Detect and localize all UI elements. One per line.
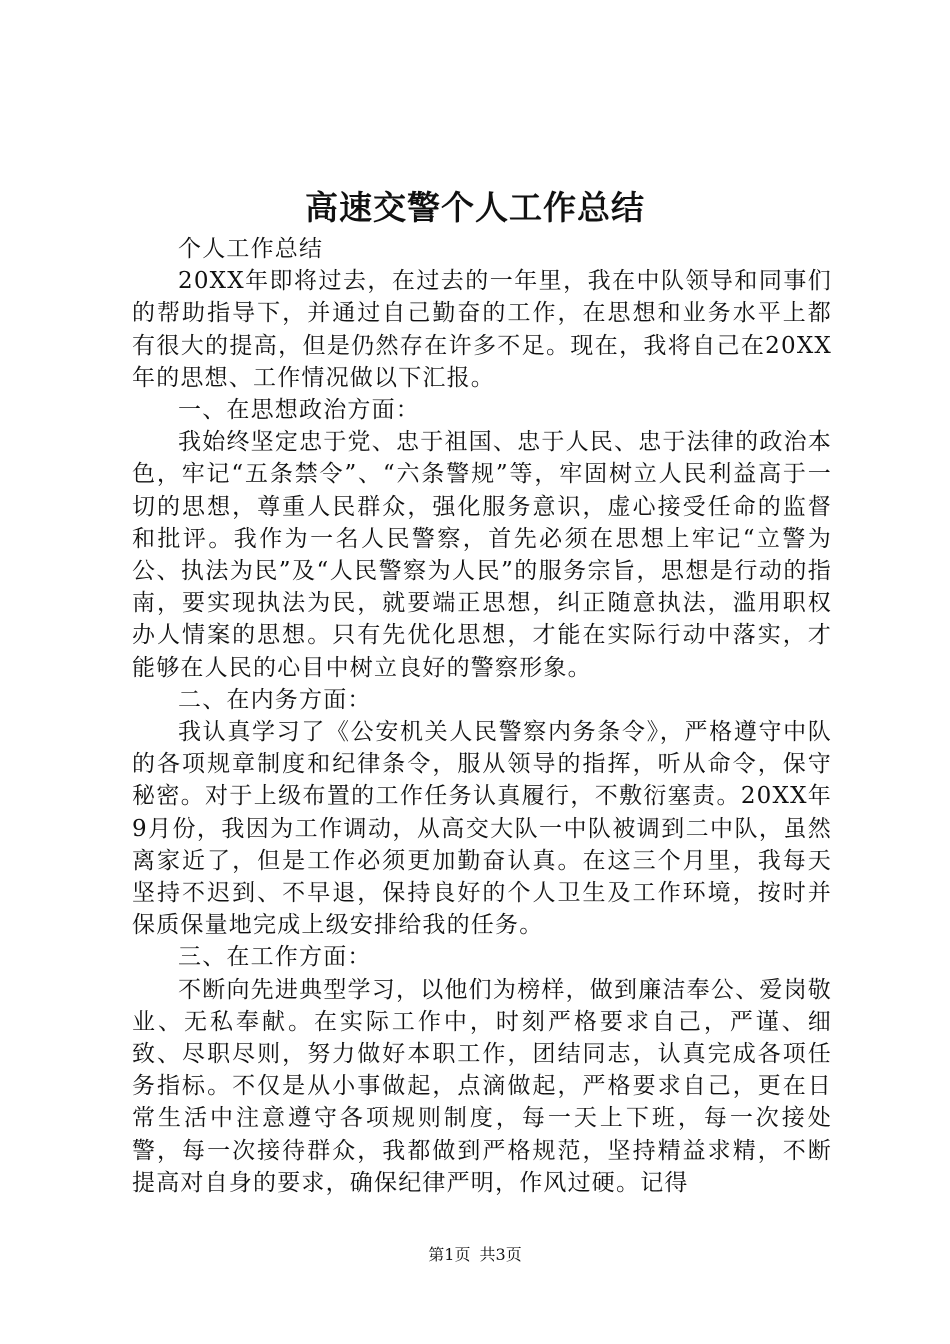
section-heading-work: 三、在工作方面： <box>178 944 372 971</box>
section-heading-internal-affairs: 二、在内务方面： <box>178 686 372 713</box>
page-footer <box>0 1243 950 1267</box>
document-title: 高速交警个人工作总结 <box>305 188 645 227</box>
page-number: 第1页 <box>428 1245 471 1264</box>
internal-affairs-paragraph: 我认真学习了《公安机关人民警察内务条令》，严格遵守中队的各项规章制度和纪律条令，服从领导的指挥，听从命令，保守秘密。对于上级布置的工作任务认真履行，不敷衍塞责。20XX年9月份，我因为工作调动，从高交大队一中队被调到二中队，虽然离家近了，但是工作必须更加勤奋认真。在这三个月里，我每天坚持不迟到、不早退，保持良好的个人卫生及工作环境，按时并保质保量地完成上级安排给我的任务。 <box>132 719 832 939</box>
section-heading-political: 一、在思想政治方面： <box>178 397 420 424</box>
work-paragraph: 不断向先进典型学习，以他们为榜样，做到廉洁奉公、爱岗敬业、无私奉献。在实际工作中，时刻严格要求自己，严谨、细致、尽职尽则，努力做好本职工作，团结同志，认真完成各项任务指标。不仅是从小事做起，点滴做起，严格要求自己，更在日常生活中注意遵守各项规则制度，每一天上下班，每一次接处警，每一次接待群众，我都做到严格规范，坚持精益求精，不断提高对自身的要求，确保纪律严明，作风过硬。记得 <box>132 976 832 1196</box>
political-paragraph: 我始终坚定忠于党、忠于祖国、忠于人民、忠于法律的政治本色，牢记“五条禁令”、“六条警规”等，牢固树立人民利益高于一切的思想，尊重人民群众，强化服务意识，虚心接受任命的监督和批评。我作为一名人民警察，首先必须在思想上牢记“立警为公、执法为民”及“人民警察为人民”的服务宗旨，思想是行动的指南，要实现执法为民，就要端正思想，纠正随意执法，滥用职权办人情案的思想。只有先优化思想，才能在实际行动中落实，才能够在人民的心目中树立良好的警察形象。 <box>132 429 832 681</box>
document-body <box>132 233 832 1199</box>
subtitle-paragraph: 个人工作总结 <box>178 236 324 262</box>
page-total: 共3页 <box>479 1245 522 1264</box>
intro-paragraph: 20XX年即将过去，在过去的一年里，我在中队领导和同事们的帮助指导下，并通过自己勤奋的工作，在思想和业务水平上都有很大的提高，但是仍然存在许多不足。现在，我将自己在20XX年的思想、工作情况做以下汇报。 <box>132 268 832 391</box>
